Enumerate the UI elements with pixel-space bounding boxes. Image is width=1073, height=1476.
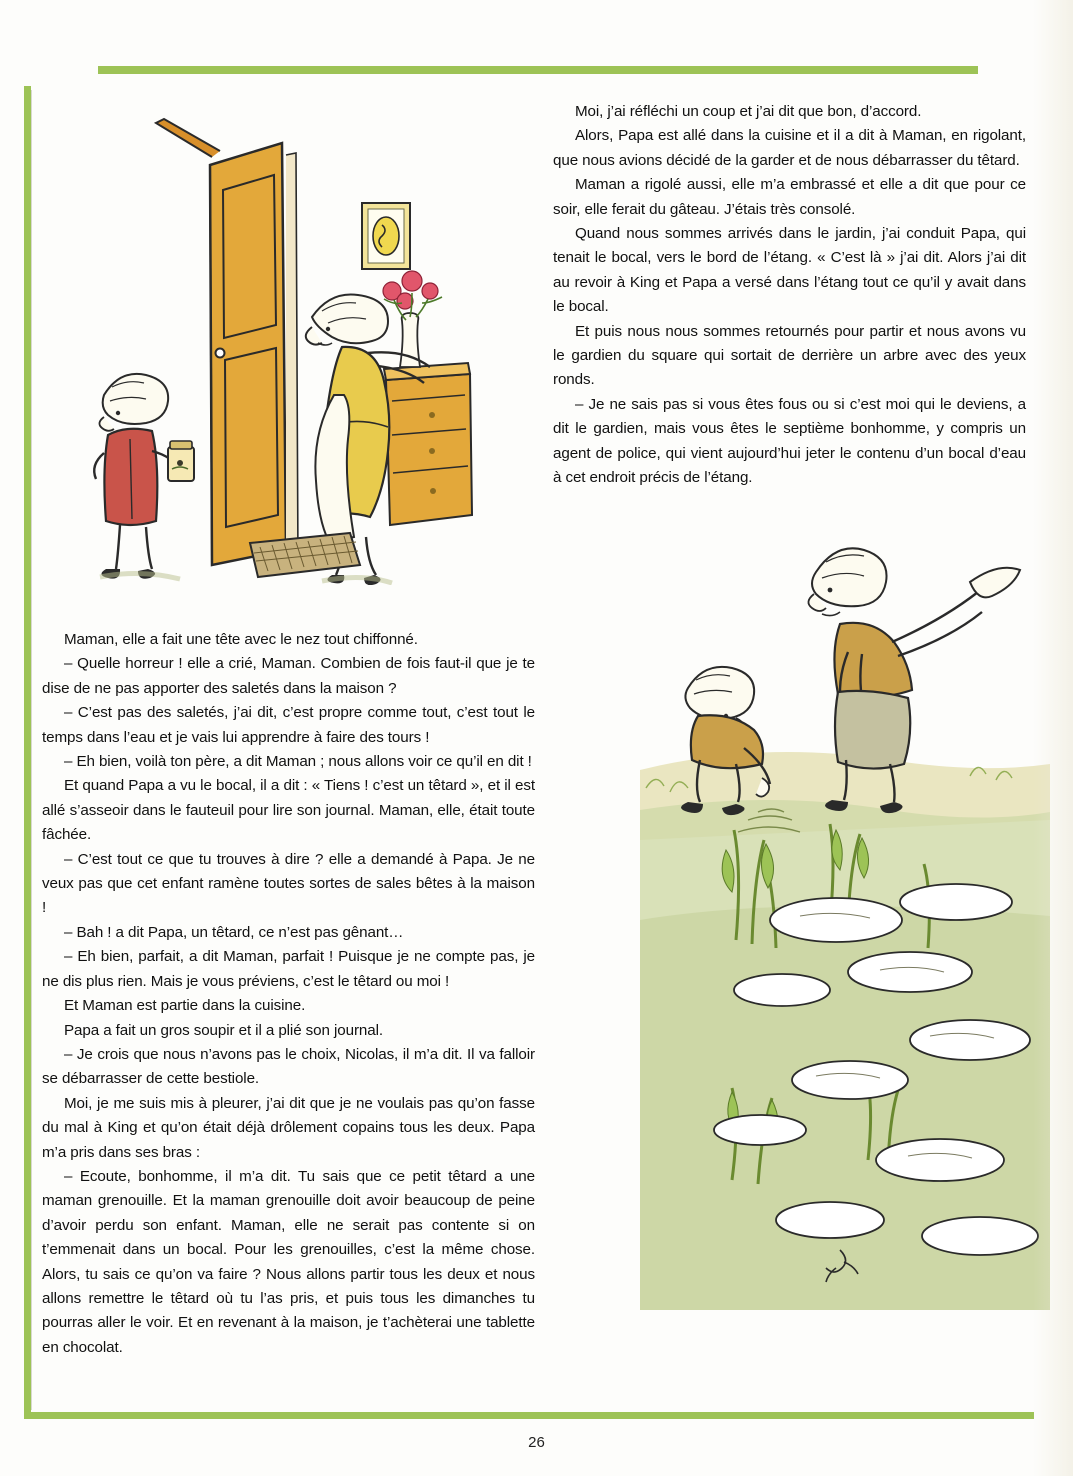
father-hand: [970, 568, 1020, 598]
child-with-jar: [94, 374, 194, 579]
paragraph: – Eh bien, parfait, a dit Maman, parfait ! Puisque je ne compte pas, je ne dis plus rien. Mais je vous préviens, c’est le têtard ou moi !: [42, 948, 535, 990]
jar-with-tadpole: [168, 441, 194, 481]
paragraph: – Quelle horreur ! elle a crié, Maman. Combien de fois faut-il que je te dise de ne pas apporter des saletés dans la maison ?: [42, 655, 535, 697]
paragraph: Moi, j’ai réfléchi un coup et j’ai dit que bon, d’accord.: [575, 103, 922, 120]
paragraph: – C’est pas des saletés, j’ai dit, c’est propre comme tout, c’est tout le temps dans l’eau et je vais lui apprendre à faire des tours !: [42, 704, 535, 746]
page-frame-top: [98, 66, 978, 74]
chest-of-drawers: [384, 363, 472, 525]
paragraph: – Bah ! a dit Papa, un têtard, ce n’est pas gênant…: [64, 923, 404, 941]
paragraph: Moi, je me suis mis à pleurer, j’ai dit que je ne voulais pas qu’on fasse du mal à King et qu’on était déjà drôlement copains tous les deux. Papa m’a pris dans ses bras :: [42, 1094, 535, 1161]
paragraph: – C’est tout ce que tu trouves à dire ? elle a demandé à Papa. Je ne veux pas que cet enfant ramène toutes sortes de sales bêtes à la maison !: [42, 850, 535, 917]
door-frame: [286, 153, 298, 565]
illustration-pond-scene: [640, 520, 1050, 1310]
paragraph: – Ecoute, bonhomme, il m’a dit. Tu sais que ce petit têtard a une maman grenouille. Et la maman grenouille doit avoir beaucoup de peine d’avoir perdu son enfant. Maman, elle ne serait pas contente si on t’emmenait dans un bocal. Pour les grenouilles, c’est la même chose. Alors, tu sais ce qu’on va faire ? Nous allons partir tous les deux et nous allons remettre le têtard où tu l’as pris, et puis tous les dimanches tu pourras aller le voir. Et en revenant à la maison, je t’achèterai une tablette en chocolat.: [42, 1167, 535, 1356]
paragraph: Et Maman est partie dans la cuisine.: [64, 997, 306, 1015]
page-frame-inner-line: [31, 90, 32, 1410]
illustration-doorway-scene: [60, 95, 530, 585]
paragraph: – Je ne sais pas si vous êtes fous ou si c’est moi qui le deviens, a dit le gardien, mais vous êtes le septième bonhomme, y compris un agent de police, qui vient aujourd’hui jeter le contenu d’un bocal d’eau à cet endroit précis de l’étang.: [553, 395, 1026, 487]
paragraph: Quand nous sommes arrivés dans le jardin, j’ai conduit Papa, qui tenait le bocal, vers le bord de l’étang. « C’est là » j’ai dit. Alors j’ai dit au revoir à King et Papa a versé dans l’étang tout ce qu’il y avait dans le bocal.: [553, 225, 1026, 316]
paragraph: Et puis nous nous sommes retournés pour partir et nous avons vu le gardien du square qui sortait de derrière un arbre avec des yeux ronds.: [553, 322, 1026, 389]
wall-picture-icon: [362, 203, 410, 269]
page-frame-bottom: [24, 1412, 1034, 1419]
paragraph: Et quand Papa a vu le bocal, il a dit : « Tiens ! c’est un têtard », et il est allé s’asseoir dans le fauteuil pour lire son journal. Maman, elle, était toute fâchée.: [42, 777, 535, 844]
page-number: 26: [528, 1434, 545, 1451]
paragraph: Maman, elle a fait une tête avec le nez tout chiffonné.: [64, 631, 418, 648]
paragraph: Alors, Papa est allé dans la cuisine et il a dit à Maman, en rigolant, que nous avions décidé de la garder et de nous débarrasser du têtard.: [553, 127, 1026, 169]
open-door: [156, 119, 286, 565]
paragraph: – Eh bien, voilà ton père, a dit Maman ; nous allons voir ce qu’il en dit !: [64, 753, 532, 771]
text-column-top-right: [553, 100, 1026, 491]
page-frame-left: [24, 86, 31, 1416]
paragraph: Maman a rigolé aussi, elle m’a embrassé et elle a dit que pour ce soir, elle ferait du gâteau. J’étais très consolé.: [553, 176, 1026, 218]
text-column-bottom-left: [42, 628, 535, 1360]
paragraph: – Je crois que nous n’avons pas le choix, Nicolas, il m’a dit. Il va falloir se débarrasser de cette bestiole.: [42, 1045, 535, 1088]
paragraph: Papa a fait un gros soupir et il a plié son journal.: [64, 1021, 383, 1039]
